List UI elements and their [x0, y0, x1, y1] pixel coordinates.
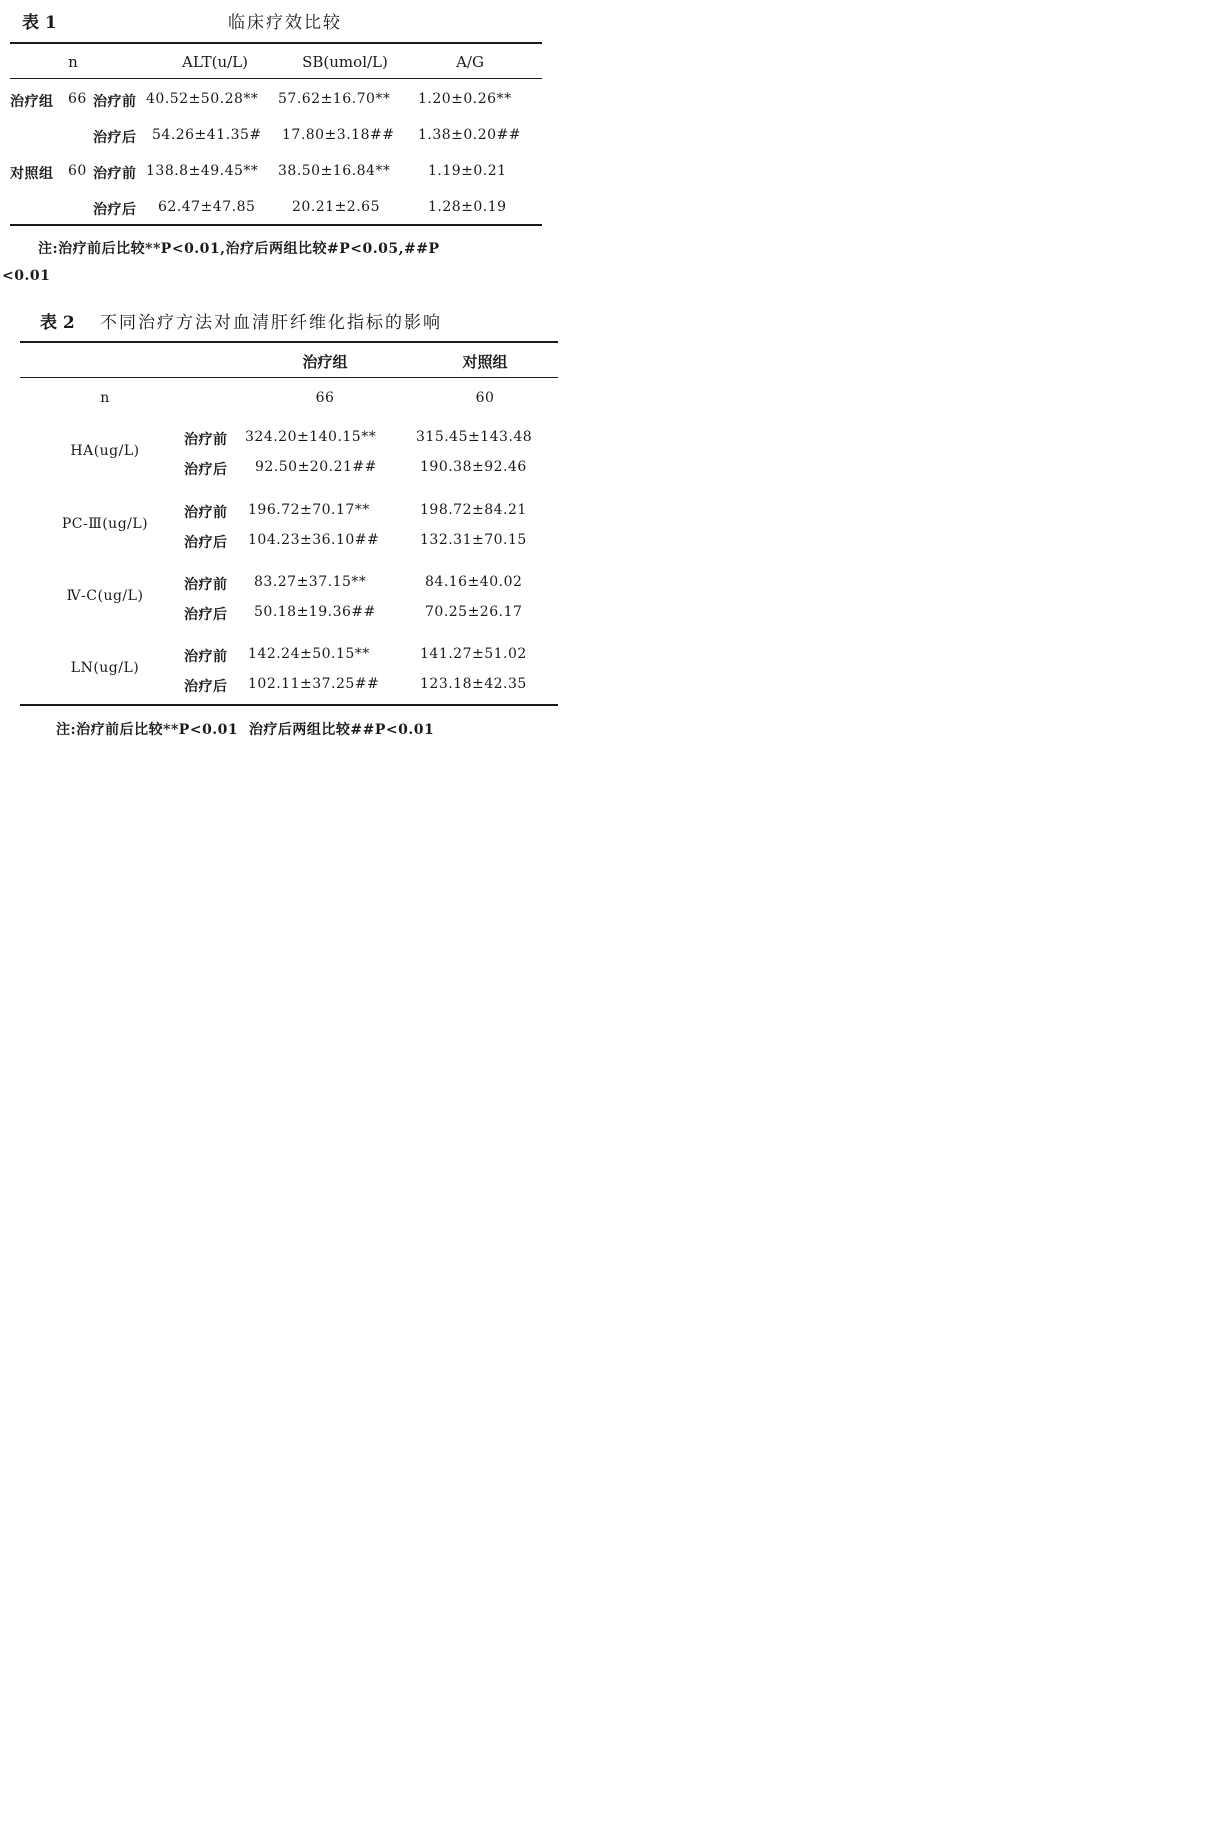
table2-control-value: 123.18±42.35: [420, 676, 527, 692]
table2-bottom-rule: [20, 704, 558, 706]
table2-stage: 治疗后: [184, 607, 228, 623]
table2-header-control: 对照组: [462, 353, 508, 371]
table2-treat-value: 104.23±36.10##: [248, 532, 380, 548]
table1-alt-value: 40.52±50.28**: [146, 91, 259, 107]
table1-alt-value: 138.8±49.45**: [146, 163, 259, 179]
table2-indicator: PC-Ⅲ(ug/L): [61, 516, 149, 532]
table1-bottom-rule: [10, 224, 542, 226]
table1-sb-value: 57.62±16.70**: [278, 91, 391, 107]
table2-indicator: HA(ug/L): [70, 443, 140, 459]
table1-stage: 治疗前: [93, 166, 137, 182]
table1-header-alt: ALT(u/L): [182, 53, 248, 71]
table1-stage: 治疗前: [93, 94, 137, 110]
table1-header-n: n: [68, 53, 78, 71]
table1-ag-value: 1.28±0.19: [428, 199, 507, 215]
table2-title: 不同治疗方法对血清肝纤维化指标的影响: [100, 313, 442, 333]
table1-header-rule: [10, 78, 542, 79]
table2-treat-value: 196.72±70.17**: [248, 502, 370, 518]
table2-treat-value: 83.27±37.15**: [254, 574, 367, 590]
table2-label: 表 2: [40, 313, 75, 333]
table2-n-treat: 66: [315, 390, 335, 406]
table2-indicator: LN(ug/L): [70, 660, 140, 676]
table2-top-rule: [20, 341, 558, 343]
table2-control-value: 141.27±51.02: [420, 646, 527, 662]
table1-ag-value: 1.19±0.21: [428, 163, 507, 179]
table2-treat-value: 102.11±37.25##: [248, 676, 380, 692]
table2-control-value: 132.31±70.15: [420, 532, 527, 548]
table1-stage: 治疗后: [93, 130, 137, 146]
table1-header-sb: SB(umol/L): [302, 53, 388, 71]
table2-n-control: 60: [475, 390, 495, 406]
table2-control-value: 70.25±26.17: [425, 604, 523, 620]
table2-stage: 治疗前: [184, 432, 228, 448]
table1-label: 表 1: [22, 13, 57, 33]
table1-sb-value: 38.50±16.84**: [278, 163, 391, 179]
table1-sb-value: 17.80±3.18##: [282, 127, 395, 143]
table1-alt-value: 62.47±47.85: [158, 199, 256, 215]
table2-stage: 治疗后: [184, 679, 228, 695]
table2-stage: 治疗后: [184, 462, 228, 478]
table1-top-rule: [10, 42, 542, 44]
table1-group: 治疗组: [10, 94, 54, 110]
table1-title: 临床疗效比较: [228, 13, 342, 33]
table1-note: 注:治疗前后比较**P<0.01,治疗后两组比较#P<0.05,##P: [38, 241, 440, 257]
table2-header-rule: [20, 377, 558, 378]
table1-ag-value: 1.20±0.26**: [418, 91, 512, 107]
table2-treat-value: 142.24±50.15**: [248, 646, 370, 662]
table2-n-label: n: [100, 390, 110, 406]
table2-stage: 治疗前: [184, 649, 228, 665]
table1-alt-value: 54.26±41.35#: [152, 127, 262, 143]
table2-control-value: 190.38±92.46: [420, 459, 527, 475]
table1-stage: 治疗后: [93, 202, 137, 218]
table1-n: 66: [68, 91, 87, 107]
table2-treat-value: 50.18±19.36##: [254, 604, 376, 620]
table1-sb-value: 20.21±2.65: [292, 199, 380, 215]
table1-n: 60: [68, 163, 87, 179]
table2-control-value: 198.72±84.21: [420, 502, 527, 518]
table1-note-continued: <0.01: [2, 268, 51, 284]
table2-stage: 治疗前: [184, 577, 228, 593]
table1-ag-value: 1.38±0.20##: [418, 127, 522, 143]
table2-control-value: 315.45±143.48: [416, 429, 533, 445]
table2-treat-value: 324.20±140.15**: [245, 429, 377, 445]
table2-stage: 治疗后: [184, 535, 228, 551]
table2-treat-value: 92.50±20.21##: [255, 459, 377, 475]
table2-indicator: Ⅳ-C(ug/L): [66, 588, 144, 604]
table1-group: 对照组: [10, 166, 54, 182]
table2-header-treat: 治疗组: [302, 353, 348, 371]
table2-stage: 治疗前: [184, 505, 228, 521]
table2-note: 注:治疗前后比较**P<0.01 治疗后两组比较##P<0.01: [56, 722, 435, 738]
table2-control-value: 84.16±40.02: [425, 574, 523, 590]
table1-header-ag: A/G: [456, 53, 484, 71]
